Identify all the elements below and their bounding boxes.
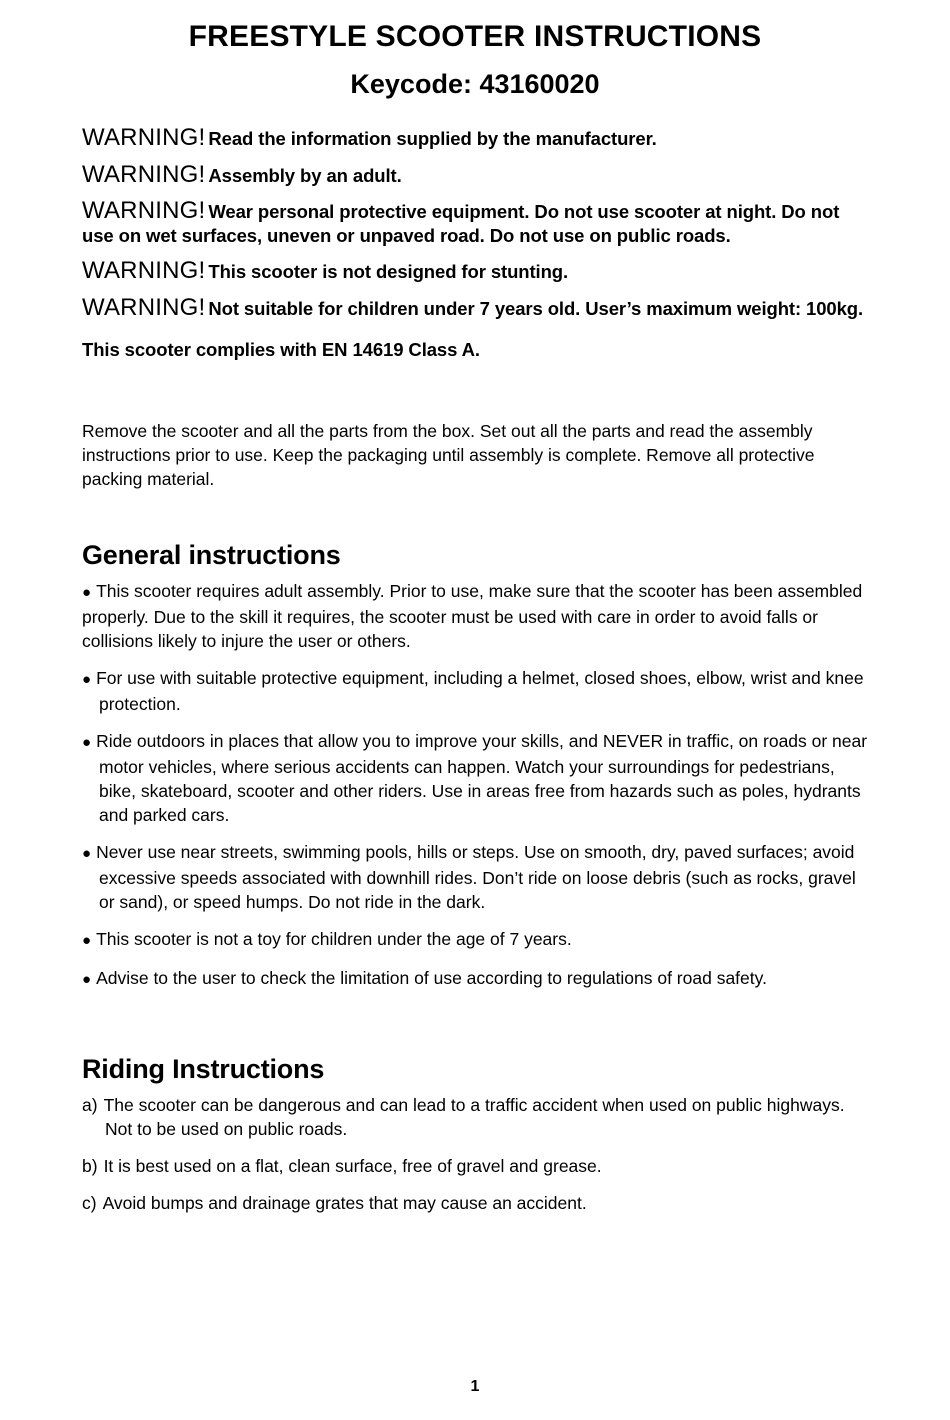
list-item-text: Avoid bumps and drainage grates that may cause an accident. bbox=[102, 1193, 587, 1213]
bullet-icon: ● bbox=[82, 845, 92, 862]
warning-text: Not suitable for children under 7 years old. User’s maximum weight: 100kg. bbox=[208, 297, 864, 319]
keycode-subtitle: Keycode: 43160020 bbox=[350, 69, 600, 99]
list-item-text: This scooter is not a toy for children under the age of 7 years. bbox=[96, 929, 572, 949]
bullet-icon: ● bbox=[82, 671, 92, 688]
warning-text: Read the information supplied by the manufacturer. bbox=[208, 128, 657, 149]
bullet-icon: ● bbox=[82, 971, 92, 988]
list-item bbox=[82, 840, 872, 914]
list-item-marker: a) bbox=[82, 1095, 98, 1115]
list-item bbox=[82, 927, 872, 953]
intro-paragraph: Remove the scooter and all the parts from the box. Set out all the parts and read the assembly instructions prior to use. Keep the packaging until assembly is complete. Remove all protective packing material. bbox=[82, 421, 815, 489]
document-content bbox=[82, 126, 872, 1228]
list-item bbox=[82, 666, 872, 716]
warning-label: WARNING! bbox=[82, 197, 206, 224]
warning-label: WARNING! bbox=[82, 160, 206, 188]
warning-item-2 bbox=[82, 160, 872, 188]
list-item bbox=[82, 1093, 872, 1141]
warning-label: WARNING! bbox=[82, 124, 206, 151]
list-item bbox=[82, 966, 872, 992]
compliance-statement: This scooter complies with EN 14619 Class A. bbox=[82, 339, 480, 360]
warning-text: This scooter is not designed for stunting. bbox=[208, 261, 569, 282]
list-item-text: Ride outdoors in places that allow you to improve your skills, and NEVER in traffic, on roads or near motor vehicles, where serious accidents can happen. Watch your surroundings for pedestrians, bike, skateboard, scooter and other riders. Use in areas free from hazards such as poles, hydrants and parked cars. bbox=[96, 731, 868, 825]
bullet-icon: ● bbox=[82, 734, 92, 751]
warning-text: Wear personal protective equipment. Do not use scooter at night. Do not use on wet surfaces, uneven or unpaved road. Do not use on public roads. bbox=[82, 201, 840, 246]
list-item bbox=[82, 1191, 872, 1215]
riding-instructions-list bbox=[82, 1093, 872, 1215]
page-title: FREESTYLE SCOOTER INSTRUCTIONS bbox=[188, 20, 762, 53]
list-item-text: For use with suitable protective equipment, including a helmet, closed shoes, elbow, wrist and knee protection. bbox=[96, 668, 864, 714]
warning-text: Assembly by an adult. bbox=[208, 164, 402, 186]
list-item-text: The scooter can be dangerous and can lead to a traffic accident when used on public highways. Not to be used on public roads. bbox=[103, 1095, 845, 1139]
list-item bbox=[82, 579, 872, 653]
list-item-text: It is best used on a flat, clean surface, free of gravel and grease. bbox=[103, 1156, 602, 1176]
general-instructions-list bbox=[82, 579, 872, 992]
general-instructions-heading: General instructions bbox=[82, 540, 341, 570]
warning-item-5 bbox=[82, 293, 872, 321]
list-item-text: Never use near streets, swimming pools, hills or steps. Use on smooth, dry, paved surfaces; avoid excessive speeds associated with downhill rides. Don’t ride on loose debris (such as rocks, gravel or sand), or speed humps. Do not ride in the dark. bbox=[96, 842, 856, 912]
list-item-marker: c) bbox=[82, 1193, 97, 1213]
list-item-marker: b) bbox=[82, 1156, 98, 1176]
page-number: 1 bbox=[470, 1378, 480, 1395]
warning-item-3 bbox=[82, 199, 872, 247]
warning-label: WARNING! bbox=[82, 257, 206, 284]
list-item bbox=[82, 1154, 872, 1178]
warning-label: WARNING! bbox=[82, 293, 206, 321]
bullet-icon: ● bbox=[82, 932, 92, 949]
list-item bbox=[82, 729, 872, 827]
list-item-text: Advise to the user to check the limitation of use according to regulations of road safety. bbox=[96, 968, 767, 988]
bullet-icon: ● bbox=[82, 584, 92, 601]
warning-item-4 bbox=[82, 259, 872, 284]
riding-instructions-heading: Riding Instructions bbox=[82, 1054, 325, 1084]
list-item-text: This scooter requires adult assembly. Prior to use, make sure that the scooter has been assembled properly. Due to the skill it requires, the scooter must be used with care in order to avoid falls or collisions likely to injure the user or others. bbox=[82, 581, 863, 651]
warning-item-1 bbox=[82, 126, 872, 151]
